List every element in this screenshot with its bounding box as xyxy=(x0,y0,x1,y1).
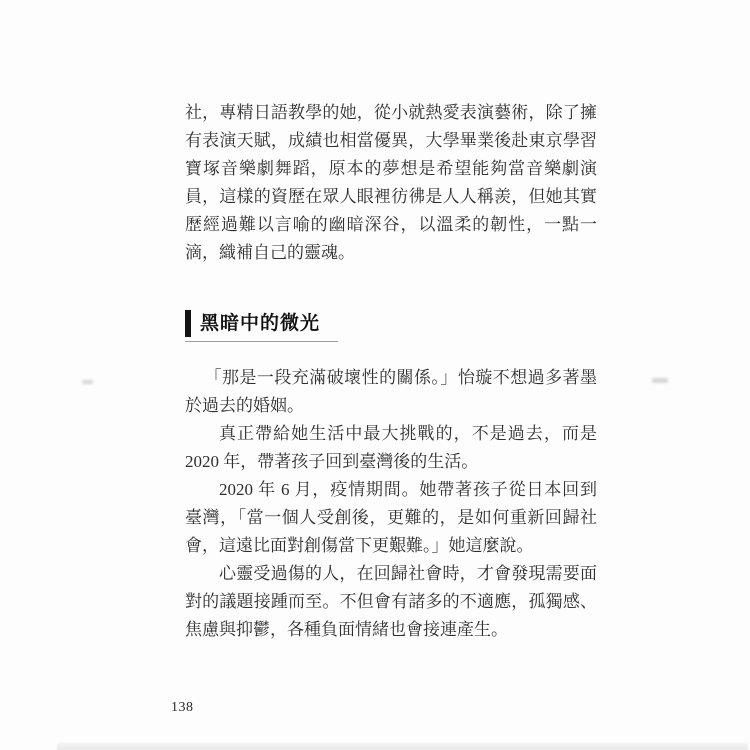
text-column xyxy=(185,99,597,644)
section-heading-text: 黑暗中的微光 xyxy=(200,313,321,334)
heading-accent-bar-icon xyxy=(185,310,191,337)
body-paragraph: 心靈受過傷的人，在回歸社會時，才會發現需要面對的議題接踵而至。不但會有諸多的不適應，孤獨感、焦慮與抑鬱，各種負面情緒也會接連產生。 xyxy=(185,564,597,639)
section-heading xyxy=(185,310,338,342)
body-paragraph: 真正帶給她生活中最大挑戰的，不是過去，而是 2020 年，帶著孩子回到臺灣後的生活。 xyxy=(185,424,597,471)
scan-artifact-right xyxy=(652,378,668,383)
scan-artifact-left xyxy=(82,380,93,384)
body-paragraph-continued: 社，專精日語教學的她，從小就熱愛表演藝術，除了擁有表演天賦，成績也相當優異，大學畢業後赴東京學習寶塚音樂劇舞蹈，原本的夢想是希望能夠當音樂劇演員，這樣的資歷在眾人眼裡彷彿是人人稱羨，但她其實歷經過難以言喻的幽暗深谷，以溫柔的韌性，一點一滴，織補自己的靈魂。 xyxy=(185,103,597,262)
page-bottom-edge xyxy=(57,743,748,750)
body-paragraph: 2020 年 6 月，疫情期間。她帶著孩子從日本回到臺灣，「當一個人受創後，更難的，是如何重新回歸社會，這遠比面對創傷當下更艱難。」她這麼說。 xyxy=(185,480,597,555)
page-number: 138 xyxy=(171,700,194,715)
body-paragraph: 「那是一段充滿破壞性的關係。」怡璇不想過多著墨於過去的婚姻。 xyxy=(185,368,597,415)
